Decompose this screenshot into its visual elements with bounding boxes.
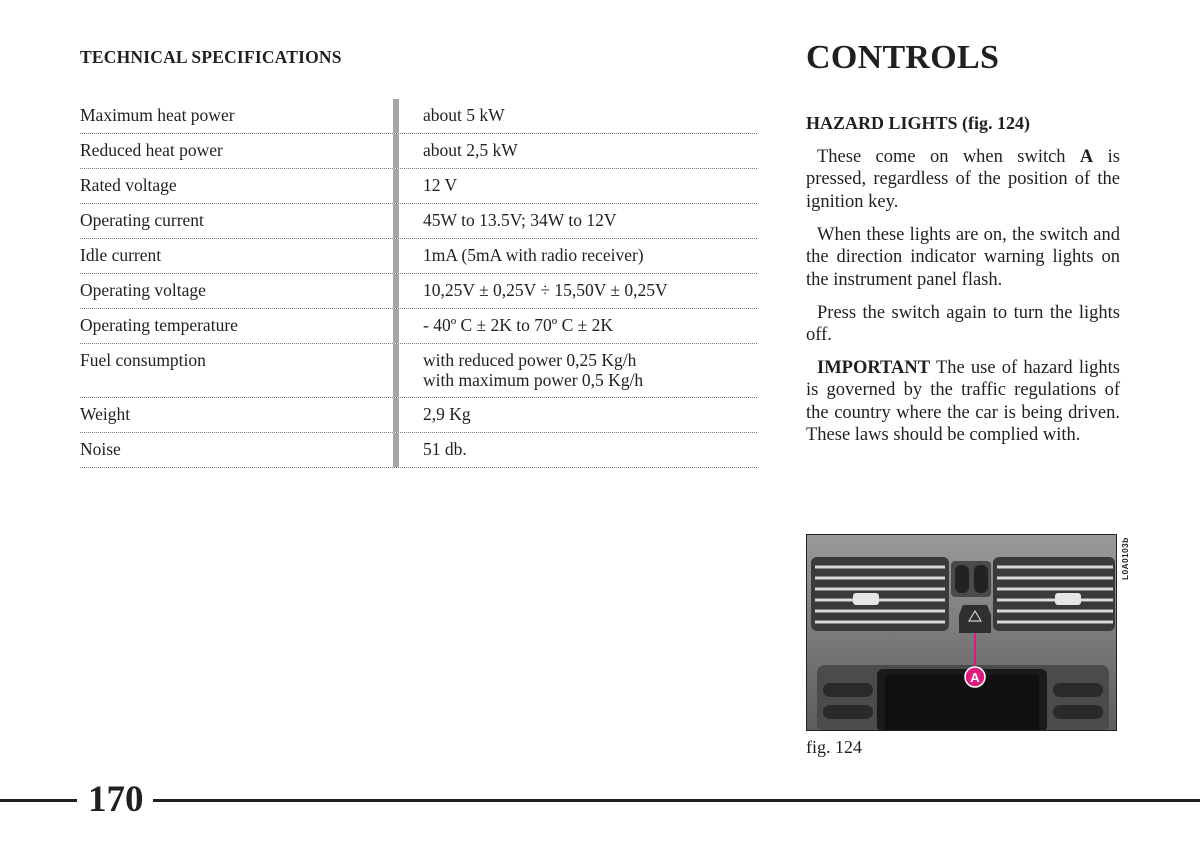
callout-label: A	[970, 670, 980, 685]
spec-value: 2,9 Kg	[423, 404, 471, 424]
paragraph	[806, 357, 1120, 446]
radio-panel	[817, 665, 1109, 731]
figure-photo	[806, 534, 1117, 731]
spec-value: 51 db.	[423, 439, 467, 459]
spec-value: 1mA (5mA with radio receiver)	[423, 245, 644, 265]
spec-heading: TECHNICAL SPECIFICATIONS	[80, 47, 342, 67]
section-title: CONTROLS	[806, 39, 1000, 76]
table-row	[80, 204, 757, 239]
important-label: IMPORTANT	[817, 358, 931, 378]
footer-rule-left	[0, 799, 77, 802]
table-row	[80, 309, 757, 344]
spec-value: 12 V	[423, 175, 458, 195]
footer-rule-right	[153, 799, 1200, 802]
paragraph-text: Press the switch again to turn the lights off.	[806, 303, 1120, 346]
spec-label: Operating temperature	[80, 315, 238, 335]
spec-label: Maximum heat power	[80, 105, 235, 125]
paragraph-text: When these lights are on, the switch and the direction indicator warning lights on the instrument panel flash.	[806, 225, 1120, 290]
page-number: 170	[88, 779, 144, 820]
subsection-heading: HAZARD LIGHTS (fig. 124)	[806, 113, 1031, 133]
spec-label: Fuel consumption	[80, 350, 206, 370]
spec-value: - 40º C ± 2K to 70º C ± 2K	[423, 315, 613, 335]
table-row	[80, 274, 757, 309]
spec-value: 10,25V ± 0,25V ÷ 15,50V ± 0,25V	[423, 280, 668, 300]
spec-label: Idle current	[80, 245, 162, 265]
paragraph	[806, 302, 1120, 347]
table-row	[80, 134, 757, 169]
figure-caption: fig. 124	[806, 737, 862, 757]
spec-label: Operating current	[80, 210, 204, 230]
spec-label: Operating voltage	[80, 280, 206, 300]
figure-code: L0A0103b	[1120, 537, 1130, 580]
table-row	[80, 433, 757, 468]
hazard-switch-icon	[959, 605, 991, 633]
table-row	[80, 344, 757, 398]
spec-value: 45W to 13.5V; 34W to 12V	[423, 210, 617, 230]
right-air-vent	[993, 557, 1115, 631]
paragraph-text: These come on when switch	[817, 147, 1080, 167]
table-row	[80, 99, 757, 134]
spec-table	[80, 99, 757, 468]
dashboard-illustration	[807, 535, 1117, 731]
paragraph	[806, 224, 1120, 291]
spec-label: Rated voltage	[80, 175, 177, 195]
spec-value: with reduced power 0,25 Kg/h with maximum power 0,5 Kg/h	[423, 350, 644, 390]
paragraph	[806, 146, 1120, 213]
left-air-vent	[811, 557, 949, 631]
spec-label: Noise	[80, 439, 121, 459]
switch-letter: A	[1079, 147, 1094, 167]
table-row	[80, 169, 757, 204]
spec-label: Weight	[80, 404, 131, 424]
table-row	[80, 239, 757, 274]
spec-value: about 2,5 kW	[423, 140, 518, 160]
table-row	[80, 398, 757, 433]
paragraph-text: The use of hazard lights is governed by the traffic regulations of the country where the car is being driven. These laws should be complied with.	[806, 358, 1120, 445]
center-knobs	[951, 561, 991, 597]
spec-label: Reduced heat power	[80, 140, 223, 160]
paragraph-text: is pressed, regardless of the position of the ignition key.	[806, 147, 1120, 212]
spec-value: about 5 kW	[423, 105, 505, 125]
